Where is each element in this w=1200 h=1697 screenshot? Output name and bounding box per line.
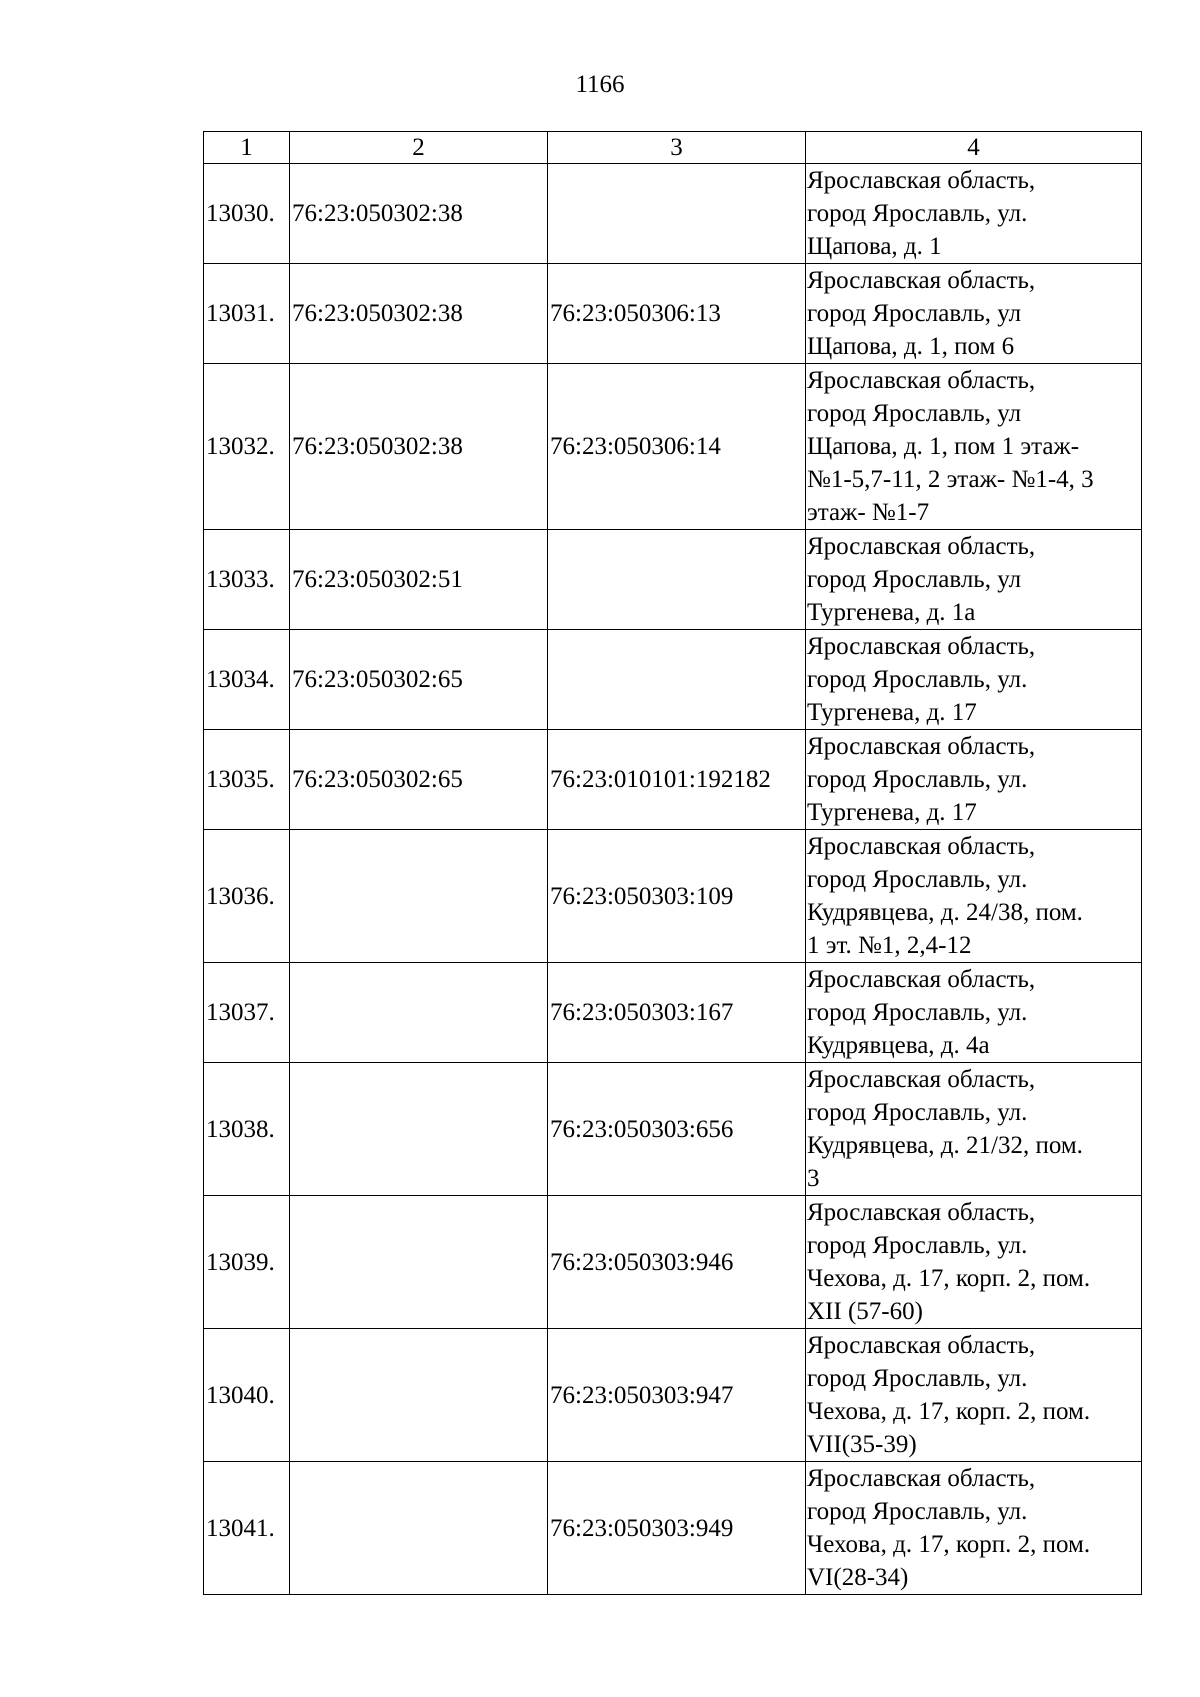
address-line: этаж- №1-7: [807, 499, 930, 526]
address-line: Щапова, д. 1, пом 6: [807, 333, 1015, 360]
row-number-cell: 13036.: [204, 830, 290, 963]
address-line: Кудрявцева, д. 21/32, пом.: [807, 1132, 1083, 1159]
address-line: город Ярославль, ул.: [807, 666, 1028, 693]
address-line: город Ярославль, ул: [807, 566, 1022, 593]
cadastral-number-cell: [290, 1462, 548, 1595]
object-cadastral-number-cell: [548, 164, 806, 264]
registry-table: [203, 131, 1142, 1595]
object-cadastral-number-cell: 76:23:050303:947: [548, 1329, 806, 1462]
object-cadastral-number-cell: 76:23:050306:13: [548, 264, 806, 364]
address-line: Ярославская область,: [807, 1066, 1036, 1093]
address-cell: [806, 1196, 1142, 1329]
address-line: №1-5,7-11, 2 этаж- №1-4, 3: [807, 466, 1094, 493]
cadastral-number-cell: [290, 1196, 548, 1329]
address-line: Ярославская область,: [807, 833, 1036, 860]
row-number-cell: 13040.: [204, 1329, 290, 1462]
cadastral-number-cell: 76:23:050302:65: [290, 730, 548, 830]
address-line: Тургенева, д. 1а: [807, 599, 976, 626]
address-line: Кудрявцева, д. 4а: [807, 1032, 990, 1059]
table-row: [204, 1196, 1142, 1329]
object-cadastral-number-cell: 76:23:050303:167: [548, 963, 806, 1063]
row-number-cell: 13033.: [204, 530, 290, 630]
address-line: Ярославская область,: [807, 733, 1036, 760]
object-cadastral-number-cell: 76:23:050303:946: [548, 1196, 806, 1329]
table-row: [204, 830, 1142, 963]
address-line: город Ярославль, ул.: [807, 999, 1028, 1026]
address-line: город Ярославль, ул.: [807, 866, 1028, 893]
row-number-cell: 13037.: [204, 963, 290, 1063]
address-line: город Ярославль, ул: [807, 300, 1022, 327]
address-cell: [806, 364, 1142, 530]
address-line: город Ярославль, ул.: [807, 200, 1028, 227]
address-line: город Ярославль, ул.: [807, 1232, 1028, 1259]
address-line: Ярославская область,: [807, 1465, 1036, 1492]
cadastral-number-cell: [290, 830, 548, 963]
address-line: Кудрявцева, д. 24/38, пом.: [807, 899, 1083, 926]
address-line: Чехова, д. 17, корп. 2, пом.: [807, 1398, 1091, 1425]
address-line: Чехова, д. 17, корп. 2, пом.: [807, 1265, 1091, 1292]
object-cadastral-number-cell: [548, 630, 806, 730]
table-row: [204, 1063, 1142, 1196]
address-line: 3: [807, 1165, 820, 1192]
column-header-2: 2: [290, 132, 548, 164]
table-row: [204, 164, 1142, 264]
address-line: Ярославская область,: [807, 267, 1036, 294]
table-row: [204, 1329, 1142, 1462]
address-cell: [806, 164, 1142, 264]
object-cadastral-number-cell: [548, 530, 806, 630]
address-line: Ярославская область,: [807, 1332, 1036, 1359]
object-cadastral-number-cell: 76:23:050303:656: [548, 1063, 806, 1196]
row-number-cell: 13035.: [204, 730, 290, 830]
column-header-4: 4: [806, 132, 1142, 164]
address-line: Ярославская область,: [807, 167, 1036, 194]
address-cell: [806, 830, 1142, 963]
address-line: Ярославская область,: [807, 966, 1036, 993]
column-header-1: 1: [204, 132, 290, 164]
address-line: Ярославская область,: [807, 1199, 1036, 1226]
page-number: 1166: [575, 71, 625, 98]
object-cadastral-number-cell: 76:23:050303:949: [548, 1462, 806, 1595]
table-header-row: [204, 132, 1142, 164]
row-number-cell: 13030.: [204, 164, 290, 264]
address-line: Щапова, д. 1, пом 1 этаж-: [807, 433, 1080, 460]
table-row: [204, 1462, 1142, 1595]
table-row: [204, 264, 1142, 364]
row-number-cell: 13039.: [204, 1196, 290, 1329]
address-cell: [806, 264, 1142, 364]
address-line: город Ярославль, ул.: [807, 1498, 1028, 1525]
address-line: VI(28-34): [807, 1564, 909, 1591]
table-row: [204, 364, 1142, 530]
address-line: Ярославская область,: [807, 533, 1036, 560]
address-cell: [806, 1329, 1142, 1462]
table-row: [204, 530, 1142, 630]
column-header-3: 3: [548, 132, 806, 164]
table-row: [204, 730, 1142, 830]
address-cell: [806, 630, 1142, 730]
row-number-cell: 13032.: [204, 364, 290, 530]
address-cell: [806, 1063, 1142, 1196]
table-row: [204, 963, 1142, 1063]
address-line: Тургенева, д. 17: [807, 699, 977, 726]
cadastral-number-cell: 76:23:050302:38: [290, 164, 548, 264]
address-line: VII(35-39): [807, 1431, 917, 1458]
address-line: город Ярославль, ул.: [807, 766, 1028, 793]
row-number-cell: 13034.: [204, 630, 290, 730]
address-line: город Ярославль, ул: [807, 400, 1022, 427]
cadastral-number-cell: [290, 1329, 548, 1462]
cadastral-number-cell: [290, 963, 548, 1063]
address-cell: [806, 730, 1142, 830]
address-cell: [806, 1462, 1142, 1595]
cadastral-number-cell: 76:23:050302:51: [290, 530, 548, 630]
cadastral-number-cell: 76:23:050302:38: [290, 264, 548, 364]
address-line: город Ярославль, ул.: [807, 1099, 1028, 1126]
table-row: [204, 630, 1142, 730]
cadastral-number-cell: 76:23:050302:38: [290, 364, 548, 530]
address-line: Щапова, д. 1: [807, 233, 942, 260]
row-number-cell: 13038.: [204, 1063, 290, 1196]
object-cadastral-number-cell: 76:23:050306:14: [548, 364, 806, 530]
address-line: XII (57-60): [807, 1298, 923, 1325]
address-cell: [806, 963, 1142, 1063]
address-line: Ярославская область,: [807, 633, 1036, 660]
address-line: город Ярославль, ул.: [807, 1365, 1028, 1392]
address-line: Ярославская область,: [807, 367, 1036, 394]
row-number-cell: 13041.: [204, 1462, 290, 1595]
row-number-cell: 13031.: [204, 264, 290, 364]
address-line: Тургенева, д. 17: [807, 799, 977, 826]
cadastral-number-cell: [290, 1063, 548, 1196]
registry-table-body: [204, 132, 1142, 1595]
object-cadastral-number-cell: 76:23:010101:192182: [548, 730, 806, 830]
address-line: 1 эт. №1, 2,4-12: [807, 932, 972, 959]
address-cell: [806, 530, 1142, 630]
cadastral-number-cell: 76:23:050302:65: [290, 630, 548, 730]
object-cadastral-number-cell: 76:23:050303:109: [548, 830, 806, 963]
address-line: Чехова, д. 17, корп. 2, пом.: [807, 1531, 1091, 1558]
